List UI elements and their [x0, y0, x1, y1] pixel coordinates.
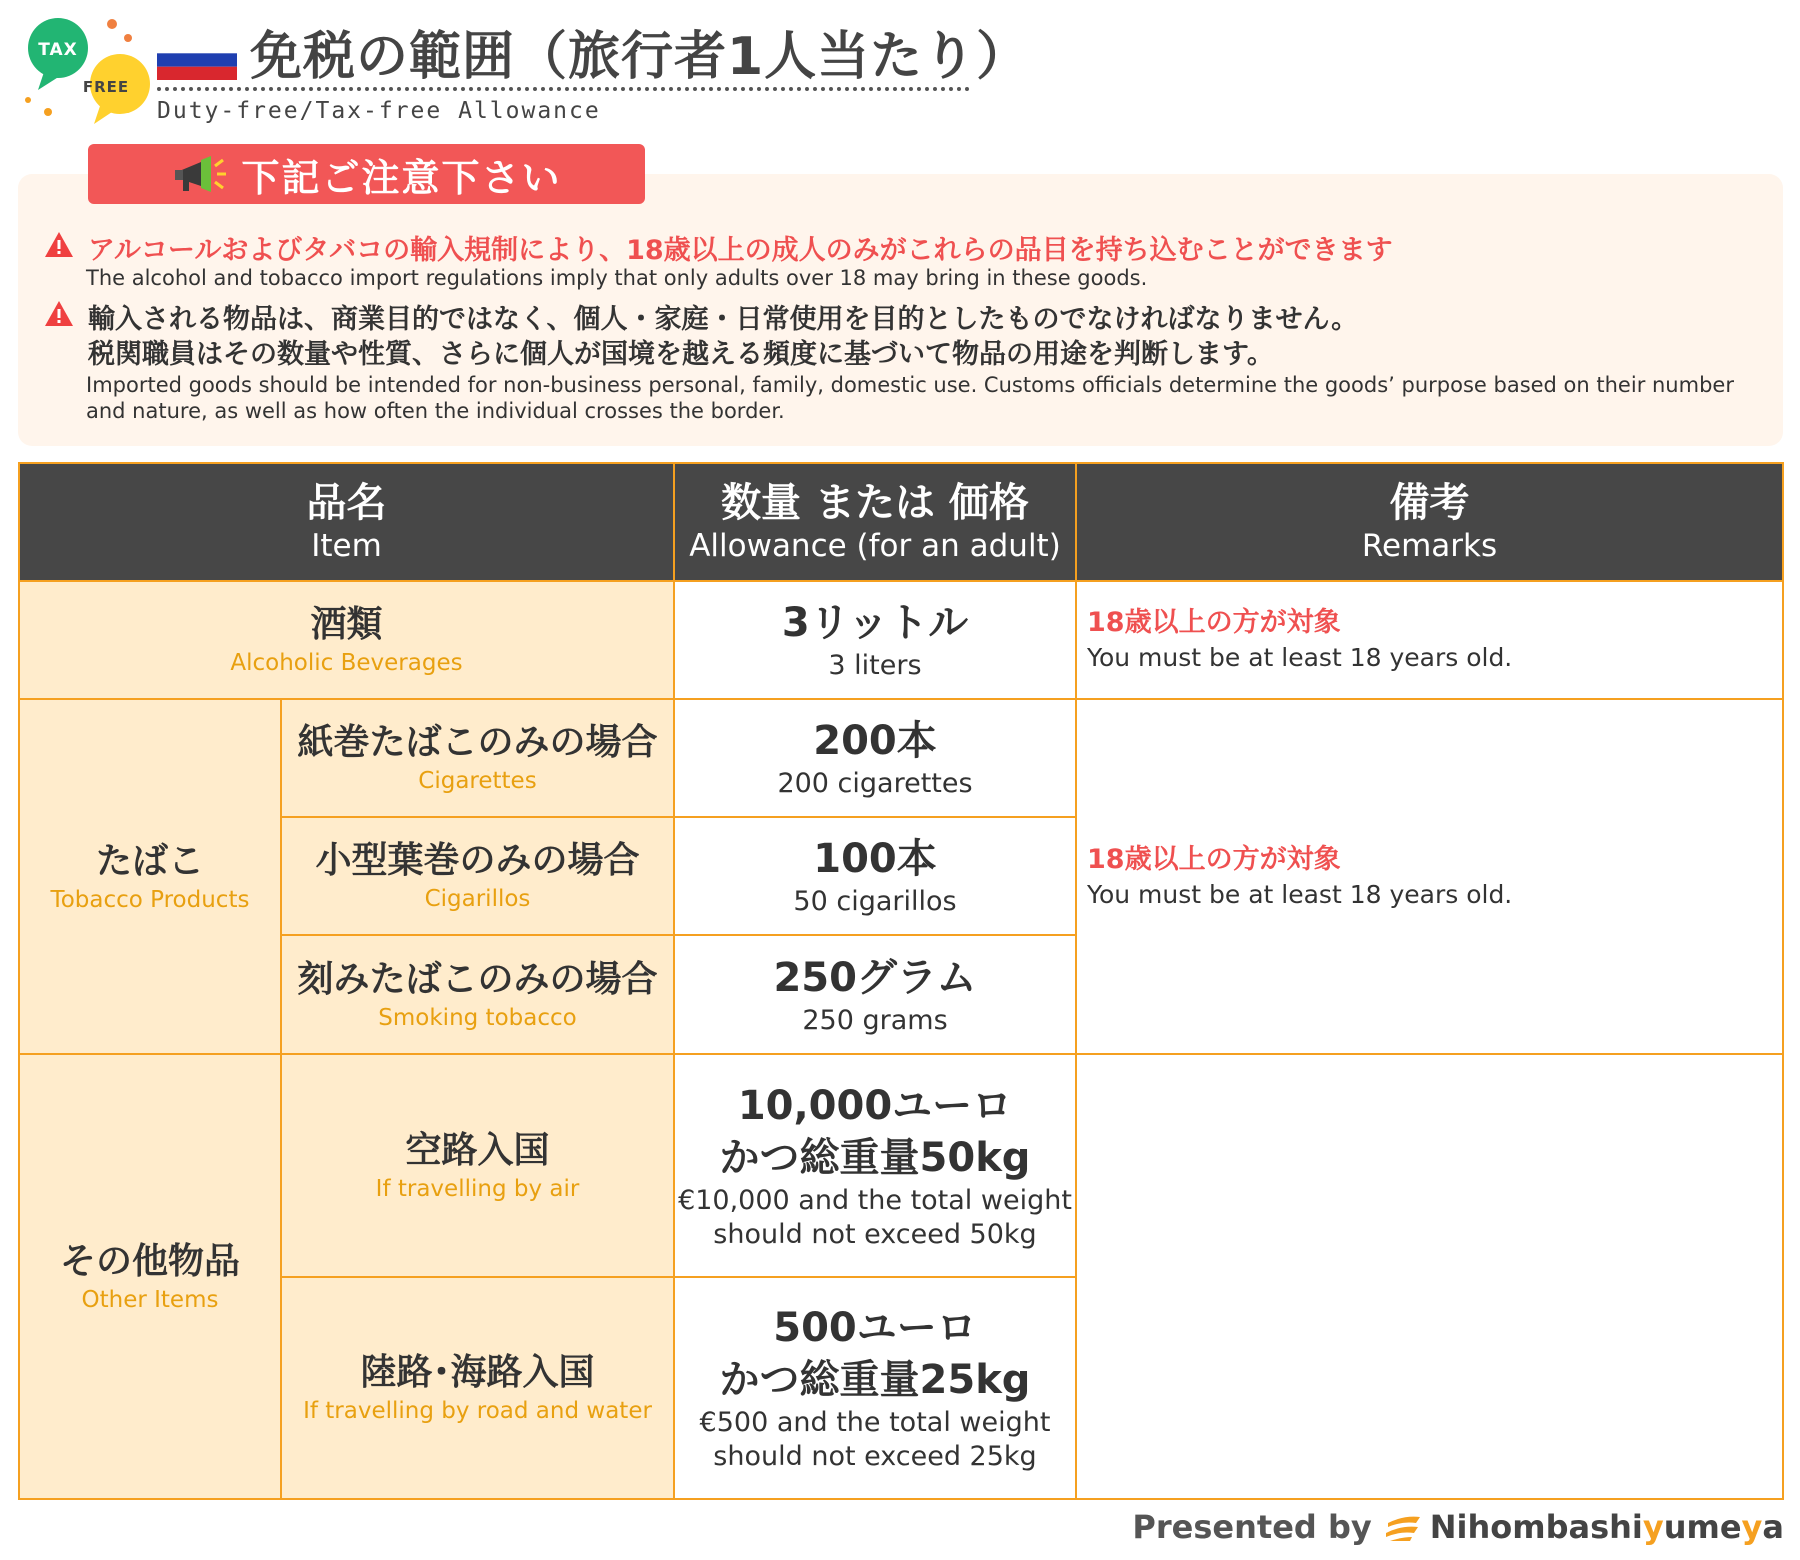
remark-tobacco-jp: 18歳以上の方が対象	[1087, 843, 1341, 875]
brand-name-part: y	[1741, 1508, 1763, 1546]
allowance-smoking-tobacco-jp: 250グラム	[773, 954, 977, 1001]
sub-cigarettes-en: Cigarettes	[418, 768, 537, 794]
allowance-by-air-jp1: 10,000ユーロ	[737, 1082, 1013, 1129]
sub-smoking-tobacco	[280, 934, 673, 1053]
brand-name-part: y	[1642, 1508, 1664, 1546]
warning-2-jp-line1: 輸入される物品は、商業目的ではなく、個人・家庭・日常使用を目的としたものでなければなりません。	[88, 304, 1359, 335]
sub-smoking-tobacco-en: Smoking tobacco	[378, 1004, 577, 1031]
sub-by-road-water-jp: 陸路･海路入国	[360, 1352, 595, 1393]
notice-banner-label: 下記ご注意下さい	[241, 155, 562, 200]
sub-cigarettes	[280, 698, 673, 816]
footer-credit	[1132, 1508, 1784, 1546]
allowance-alcohol-jp: 3リットル	[781, 600, 969, 646]
header-item-en: Item	[311, 528, 382, 564]
brand-name-part: Nihombashi	[1429, 1508, 1643, 1546]
item-alcohol	[20, 580, 673, 698]
sub-cigarettes-jp: 紙巻たばこのみの場合	[297, 722, 658, 763]
allowance-cigarillos	[673, 816, 1075, 934]
allowance-alcohol-en: 3 liters	[828, 650, 922, 681]
header-allowance-jp: 数量 または 価格	[721, 480, 1029, 526]
item-other	[20, 1053, 280, 1498]
logo-free-text: FREE	[82, 78, 130, 96]
allowance-cigarettes-en: 200 cigarettes	[777, 768, 973, 799]
remark-tobacco	[1075, 698, 1782, 1053]
remark-alcohol-en: You must be at least 18 years old.	[1087, 643, 1513, 672]
sub-by-road-water	[280, 1276, 673, 1498]
allowance-smoking-tobacco	[673, 934, 1075, 1053]
warning-2-jp-line2: 税関職員はその数量や性質、さらに個人が国境を越える頻度に基づいて物品の用途を判断します。	[88, 339, 1274, 370]
sub-by-air	[280, 1053, 673, 1276]
tax-free-logo	[20, 16, 150, 134]
item-tobacco	[20, 698, 280, 1053]
header-allowance	[673, 464, 1075, 580]
header-allowance-en: Allowance (for an adult)	[689, 528, 1061, 564]
page-subtitle: Duty-free/Tax-free Allowance	[157, 98, 601, 124]
allowance-alcohol	[673, 580, 1075, 698]
notice-banner	[88, 144, 645, 204]
item-tobacco-jp: たばこ	[95, 840, 204, 882]
brand-logo-icon	[1384, 1511, 1422, 1543]
header-remarks-jp: 備考	[1389, 480, 1470, 526]
allowance-by-air	[673, 1053, 1075, 1276]
sub-cigarillos	[280, 816, 673, 934]
allowance-by-air-en1: €10,000 and the total weight	[678, 1184, 1072, 1216]
item-alcohol-jp: 酒類	[310, 604, 383, 645]
allowance-by-air-en2: should not exceed 50kg	[713, 1218, 1037, 1250]
allowance-by-road-water-en2: should not exceed 25kg	[713, 1441, 1037, 1472]
header-remarks	[1075, 464, 1782, 580]
allowance-by-road-water-jp2: かつ総重量25kg	[719, 1357, 1031, 1403]
allowance-smoking-tobacco-en: 250 grams	[802, 1004, 948, 1036]
allowance-cigarettes-jp: 200本	[813, 718, 937, 764]
remark-tobacco-en: You must be at least 18 years old.	[1087, 879, 1513, 909]
item-other-jp: その他物品	[59, 1240, 240, 1282]
item-tobacco-en: Tobacco Products	[50, 886, 250, 913]
russia-flag-icon	[157, 40, 237, 80]
allowance-by-air-jp2: かつ総重量50kg	[719, 1134, 1031, 1181]
remark-alcohol	[1075, 580, 1782, 698]
logo-tax-text: TAX	[38, 40, 78, 60]
sub-smoking-tobacco-jp: 刻みたばこのみの場合	[297, 958, 658, 1000]
warning-icon	[44, 231, 74, 258]
sub-cigarillos-en: Cigarillos	[424, 886, 531, 912]
megaphone-icon	[171, 152, 227, 196]
header-remarks-en: Remarks	[1361, 528, 1498, 564]
remark-other	[1075, 1053, 1782, 1498]
warning-1-jp: アルコールおよびタバコの輸入規制により、18歳以上の成人のみがこれらの品目を持ち込むことができます	[88, 235, 1393, 266]
warning-1-en: The alcohol and tobacco import regulations imply that only adults over 18 may bring in these goods.	[86, 266, 1148, 290]
warning-icon	[44, 300, 74, 327]
title-divider	[157, 87, 970, 91]
sub-cigarillos-jp: 小型葉巻のみの場合	[315, 840, 640, 881]
sub-by-air-en: If travelling by air	[375, 1175, 580, 1202]
allowance-by-road-water-jp1: 500ユーロ	[773, 1305, 977, 1351]
header-item-jp: 品名	[306, 480, 387, 526]
allowance-by-road-water-en1: €500 and the total weight	[699, 1407, 1051, 1438]
allowance-cigarillos-jp: 100本	[813, 836, 937, 882]
page-title: 免税の範囲（旅行者1人当たり）	[250, 27, 1030, 87]
brand-name	[1430, 1508, 1784, 1546]
allowance-cigarillos-en: 50 cigarillos	[793, 886, 957, 917]
header-item	[20, 464, 673, 580]
remark-alcohol-jp: 18歳以上の方が対象	[1087, 607, 1341, 638]
allowance-by-road-water	[673, 1276, 1075, 1498]
sub-by-road-water-en: If travelling by road and water	[303, 1398, 652, 1424]
brand-name-part: a	[1762, 1508, 1784, 1546]
allowance-cigarettes	[673, 698, 1075, 816]
item-other-en: Other Items	[81, 1286, 219, 1313]
brand-name-part: ume	[1663, 1508, 1742, 1546]
warning-2-en: Imported goods should be intended for non-business personal, family, domestic use. Customs officials determine the goods’ purpose based on their number and nature, as well as how often the individual crosses the border.	[86, 373, 1734, 423]
allowance-table	[18, 462, 1784, 1500]
footer-presented-by: Presented by	[1132, 1508, 1372, 1546]
item-alcohol-en: Alcoholic Beverages	[230, 650, 463, 676]
sub-by-air-jp: 空路入国	[405, 1129, 550, 1171]
